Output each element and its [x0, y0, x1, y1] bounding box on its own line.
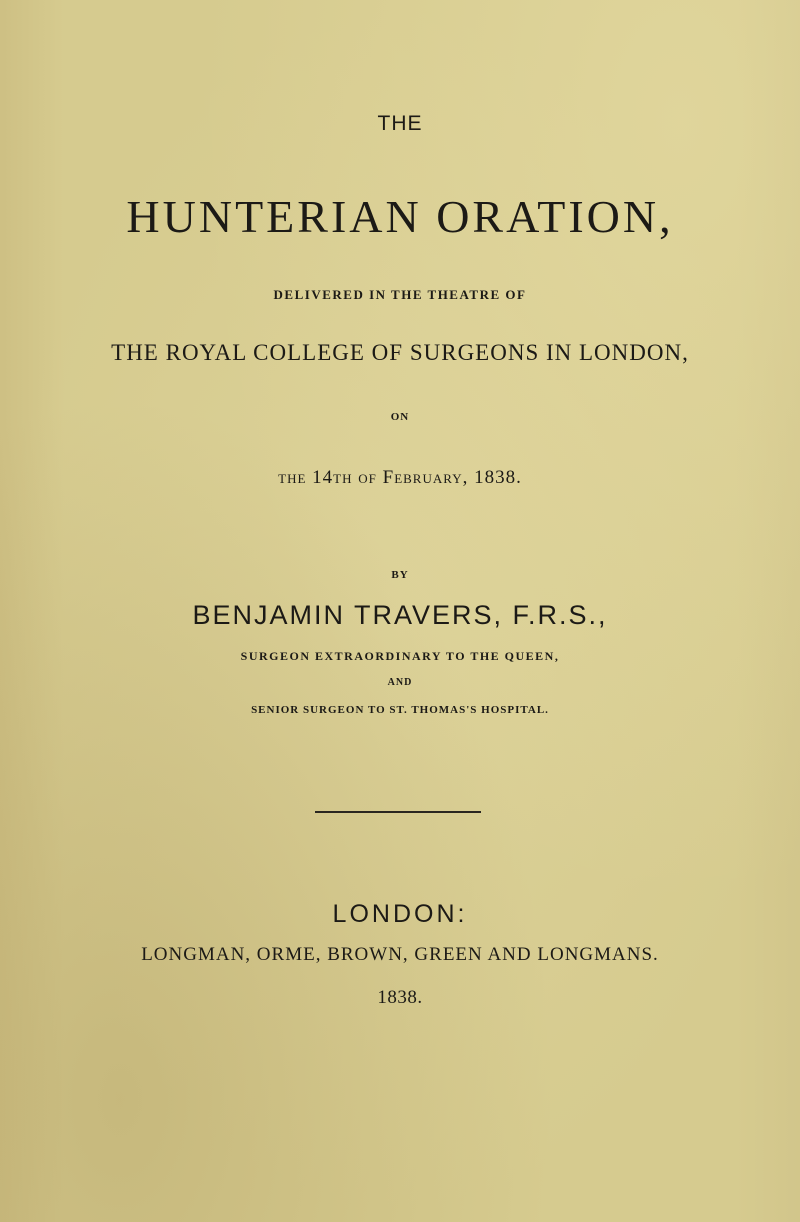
and-line: AND: [387, 677, 413, 688]
oration-date: the 14th of February, 1838.: [278, 467, 522, 488]
divider-rule: [315, 811, 481, 813]
college-name: THE ROYAL COLLEGE OF SURGEONS IN LONDON,: [111, 340, 689, 365]
delivered-line: DELIVERED IN THE THEATRE OF: [273, 287, 527, 302]
title-prefix: THE: [377, 112, 423, 135]
by-line: BY: [391, 569, 409, 581]
on-line: ON: [390, 411, 410, 423]
imprint-publisher: LONGMAN, ORME, BROWN, GREEN AND LONGMANS.: [141, 944, 659, 965]
author-position-2: SENIOR SURGEON TO ST. THOMAS'S HOSPITAL.: [251, 704, 549, 716]
main-title: HUNTERIAN ORATION,: [126, 191, 674, 242]
imprint-place: LONDON:: [332, 900, 468, 928]
author-position-1: SURGEON EXTRAORDINARY TO THE QUEEN,: [240, 649, 560, 663]
imprint-year: 1838.: [377, 987, 423, 1008]
author-name: BENJAMIN TRAVERS, F.R.S.,: [192, 600, 608, 630]
